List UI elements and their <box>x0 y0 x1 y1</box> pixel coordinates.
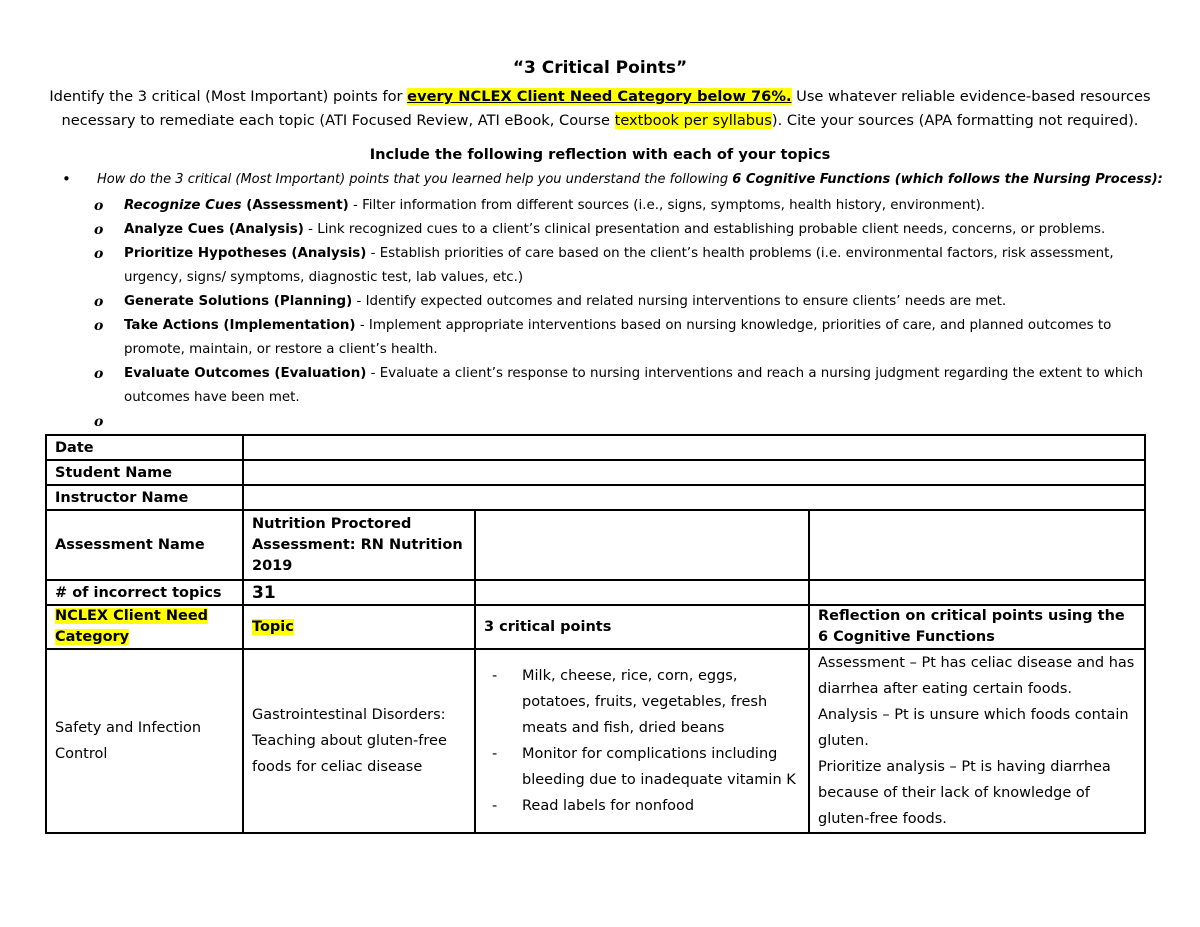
table-header-row <box>46 605 1145 649</box>
table-row-date <box>46 435 1145 460</box>
student-name-value[interactable] <box>243 460 1145 485</box>
intro-text-3: ). Cite your sources (APA formatting not required). <box>771 112 1139 129</box>
incorrect-empty-cell[interactable] <box>475 580 809 605</box>
function-item-recognize <box>94 194 1174 218</box>
function-label: Recognize Cues <box>124 198 242 213</box>
function-label: Evaluate Outcomes (Evaluation) <box>124 366 367 381</box>
intro-text-1: Identify the 3 critical (Most Important) points for <box>49 88 408 105</box>
critical-point-item: - Monitor for complications including bleeding due to inadequate vitamin K <box>522 741 800 793</box>
function-item-take-actions <box>94 314 1174 362</box>
function-item-evaluate <box>94 362 1174 410</box>
instructor-name-value[interactable] <box>243 485 1145 510</box>
function-item-empty <box>94 410 1174 434</box>
function-text: - Identify expected outcomes and related nursing interventions to ensure clients’ needs are met. <box>352 294 1007 309</box>
sub-bullet-icon: o <box>94 246 104 262</box>
intro-highlight-category: every NCLEX Client Need Category below 76%. <box>407 88 792 105</box>
cognitive-functions-list <box>94 194 1174 434</box>
date-value[interactable] <box>243 435 1145 460</box>
function-label: Generate Solutions (Planning) <box>124 294 353 309</box>
header-category-text: NCLEX Client Need Category <box>55 608 209 645</box>
topic-cell: Gastrointestinal Disorders: Teaching about gluten-free foods for celiac disease <box>243 649 475 833</box>
incorrect-topics-value: 31 <box>243 580 475 605</box>
date-label: Date <box>46 435 243 460</box>
intro-highlight-textbook: textbook per syllabus <box>614 112 772 129</box>
sub-bullet-icon: o <box>94 318 104 334</box>
sub-bullet-icon: o <box>94 294 104 310</box>
critical-points-cell <box>475 649 809 833</box>
page-title: “3 Critical Points” <box>512 58 688 78</box>
reflection-line: Analysis – Pt is unsure which foods contain gluten. <box>818 707 1129 749</box>
intro-text-2: Use whatever reliable evidence-based resources necessary to remediate each topic (ATI Focused Review, ATI eBook, Course <box>61 88 1151 129</box>
table-row-assessment <box>46 510 1145 580</box>
function-text: - Implement appropriate interventions based on nursing knowledge, priorities of care, and planned outcomes to promote, maintain, or restore a client’s health. <box>124 318 1112 357</box>
header-topic <box>243 605 475 649</box>
function-label: Analyze Cues (Analysis) <box>124 222 304 237</box>
sub-bullet-icon: o <box>94 366 104 382</box>
student-name-label: Student Name <box>46 460 243 485</box>
table-row-instructor <box>46 485 1145 510</box>
critical-points-list <box>484 663 800 819</box>
incorrect-topics-label: # of incorrect topics <box>46 580 243 605</box>
sub-bullet-icon: o <box>94 198 104 214</box>
header-points: 3 critical points <box>475 605 809 649</box>
function-text: - Establish priorities of care based on the client’s health problems (i.e. environmental factors, risk assessment, urgency, signs/ symptoms, diagnostic test, lab values, etc.) <box>124 246 1114 285</box>
sub-bullet-icon: o <box>94 414 104 430</box>
bullet-text: How do the 3 critical (Most Important) points that you learned help you understand the following <box>97 172 733 187</box>
function-label: Take Actions (Implementation) <box>124 318 356 333</box>
bullet-bold-text: 6 Cognitive Functions (which follows the Nursing Process): <box>732 172 1163 187</box>
reflection-cell <box>809 649 1145 833</box>
function-text: - Link recognized cues to a client’s clinical presentation and establishing probable client needs, concerns, or problems. <box>303 222 1106 237</box>
bullet-icon: • <box>62 170 71 188</box>
critical-point-item: - Read labels for nonfood <box>522 793 800 819</box>
function-item-generate <box>94 290 1174 314</box>
header-category <box>46 605 243 649</box>
function-item-prioritize <box>94 242 1174 290</box>
reflection-line: Prioritize analysis – Pt is having diarrhea because of their lack of knowledge of gluten-free foods. <box>818 759 1111 827</box>
assessment-name-value: Nutrition Proctored Assessment: RN Nutrition 2019 <box>243 510 475 580</box>
category-cell: Safety and Infection Control <box>46 649 243 833</box>
critical-points-table <box>45 434 1146 834</box>
assessment-empty-cell[interactable] <box>475 510 809 580</box>
reflection-heading: Include the following reflection with each of your topics <box>369 146 831 163</box>
header-reflection: Reflection on critical points using the 6 Cognitive Functions <box>809 605 1145 649</box>
assessment-name-label: Assessment Name <box>46 510 243 580</box>
incorrect-empty-cell[interactable] <box>809 580 1145 605</box>
table-row <box>46 649 1145 833</box>
function-label: Prioritize Hypotheses (Analysis) <box>124 246 367 261</box>
critical-point-item: - Milk, cheese, rice, corn, eggs, potatoes, fruits, vegetables, fresh meats and fish, dried beans <box>522 663 800 741</box>
function-item-analyze <box>94 218 1174 242</box>
instructor-name-label: Instructor Name <box>46 485 243 510</box>
assessment-empty-cell[interactable] <box>809 510 1145 580</box>
intro-paragraph <box>40 85 1160 133</box>
header-topic-text: Topic <box>252 619 294 635</box>
sub-bullet-icon: o <box>94 222 104 238</box>
function-text: - Filter information from different sources (i.e., signs, symptoms, health history, environment). <box>348 198 986 213</box>
table-row-student <box>46 460 1145 485</box>
function-paren: (Assessment) <box>241 198 349 213</box>
table-row-incorrect <box>46 580 1145 605</box>
reflection-line: Assessment – Pt has celiac disease and has diarrhea after eating certain foods. <box>818 655 1135 697</box>
function-text: - Evaluate a client’s response to nursing interventions and reach a nursing judgment regarding the extent to which outcomes have been met. <box>124 366 1143 405</box>
